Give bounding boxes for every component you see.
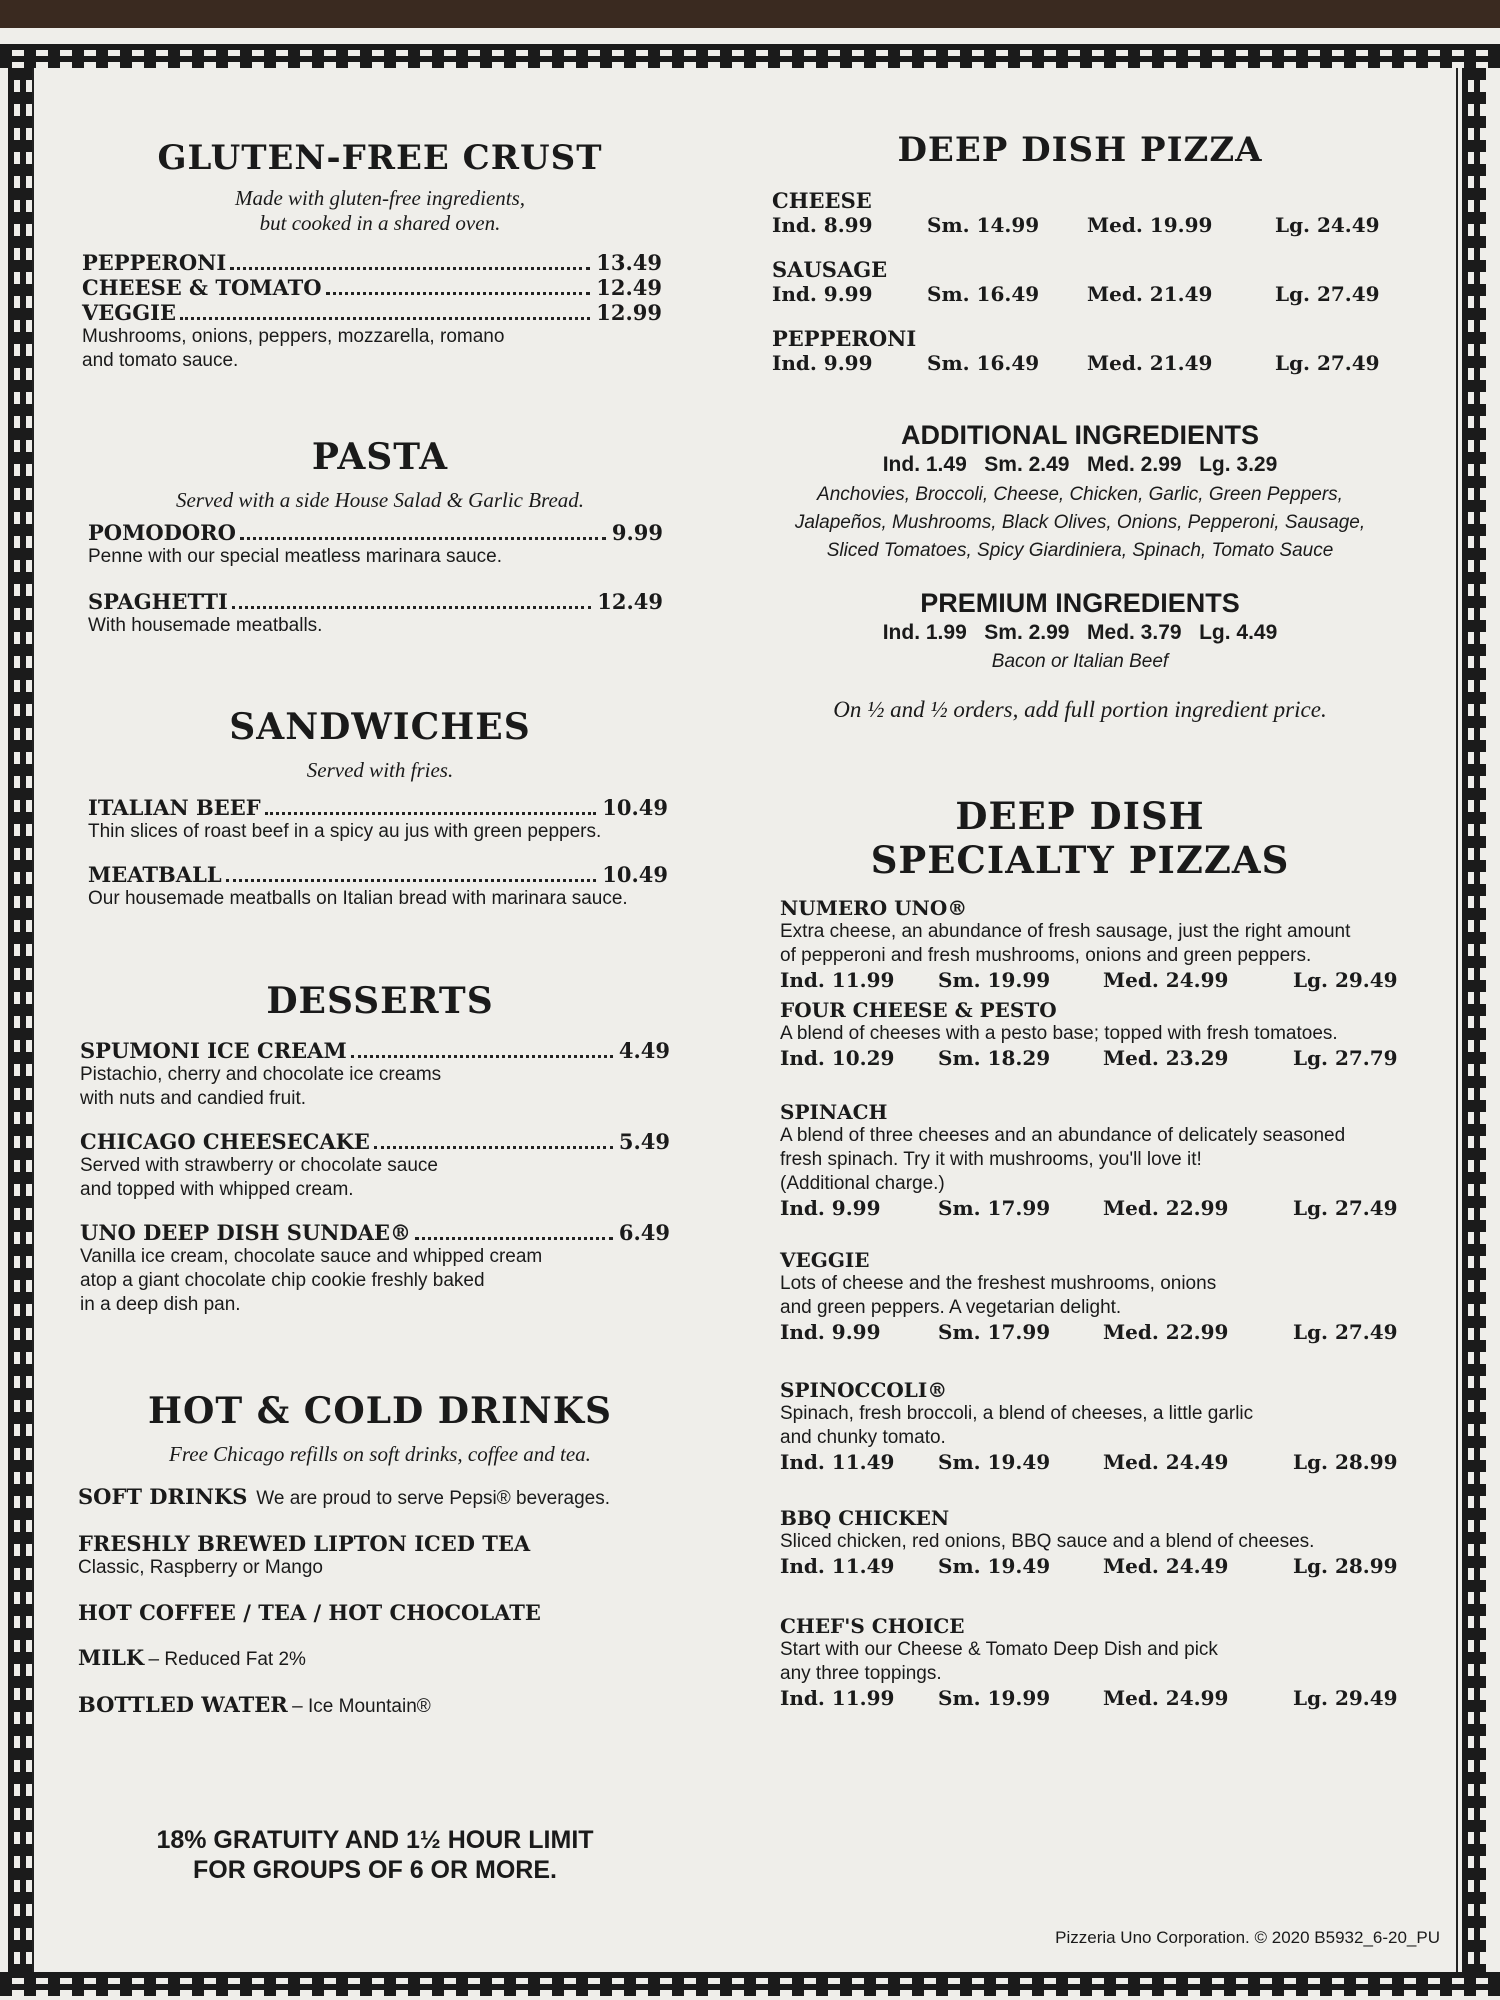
menu-item <box>80 1220 670 1245</box>
price-lg: Lg. 29.49 <box>1293 1686 1398 1710</box>
price-lg: Lg. 27.49 <box>1293 1320 1398 1344</box>
price-ind: Ind. 1.99 <box>882 621 967 644</box>
item-name: CHEESE <box>772 188 872 213</box>
pasta-section <box>70 436 690 513</box>
item-name: CHEF'S CHOICE <box>780 1614 965 1638</box>
item-name: SOFT DRINKS <box>78 1484 248 1509</box>
item-name: SPINACH <box>780 1100 888 1124</box>
price-med: Med. 3.79 <box>1087 621 1182 644</box>
ingredient-line: Jalapeños, Mushrooms, Black Olives, Onions, Pepperoni, Sausage, <box>794 512 1366 533</box>
price-lg: Lg. 27.49 <box>1293 1196 1398 1220</box>
gratuity-line: FOR GROUPS OF 6 OR MORE. <box>193 1856 557 1884</box>
price-sm: Sm. 17.99 <box>938 1320 1051 1344</box>
item-description: atop a giant chocolate chip cookie freshly baked <box>80 1270 485 1291</box>
section-title: PASTA <box>311 436 449 478</box>
price-sm: Sm. 17.99 <box>938 1196 1051 1220</box>
price-med: Med. 24.49 <box>1103 1450 1229 1474</box>
checker-border-left <box>8 68 32 1972</box>
price-sm: Sm. 18.29 <box>938 1046 1051 1070</box>
item-description: Start with our Cheese & Tomato Deep Dish and pick <box>780 1639 1218 1660</box>
item-description: fresh spinach. Try it with mushrooms, you'll love it! <box>780 1149 1202 1170</box>
item-description: Extra cheese, an abundance of fresh sausage, just the right amount <box>780 921 1351 942</box>
price-lg: Lg. 24.49 <box>1275 213 1380 237</box>
pizza-item <box>780 1506 1420 1614</box>
price-lg: Lg. 27.49 <box>1275 282 1380 306</box>
desserts-items <box>80 1038 670 1317</box>
section-subtitle: Made with gluten-free ingredients, <box>234 186 526 210</box>
item-price: 12.49 <box>597 589 663 614</box>
item-description: and chunky tomato. <box>780 1427 946 1448</box>
pizza-item <box>772 257 1392 306</box>
pizza-item <box>780 1378 1420 1506</box>
size-prices <box>780 1450 1420 1474</box>
item-description: and topped with whipped cream. <box>80 1179 354 1200</box>
price-sm: Sm. 2.99 <box>984 621 1070 644</box>
price-med: Med. 23.29 <box>1103 1046 1229 1070</box>
price-lg: Lg. 27.49 <box>1275 351 1380 375</box>
item-description: Lots of cheese and the freshest mushrooms, onions <box>780 1273 1217 1294</box>
price-sm: Sm. 16.49 <box>927 351 1040 375</box>
price-lg: Lg. 27.79 <box>1293 1046 1398 1070</box>
size-prices <box>780 968 1420 992</box>
item-description: Spinach, fresh broccoli, a blend of cheeses, a little garlic <box>780 1403 1254 1424</box>
price-lg: Lg. 3.29 <box>1199 453 1278 476</box>
price-sm: Sm. 19.99 <box>938 1686 1051 1710</box>
section-subtitle: Free Chicago refills on soft drinks, coffee and tea. <box>169 1442 591 1466</box>
price-med: Med. 22.99 <box>1103 1196 1229 1220</box>
item-price: 12.49 <box>596 275 662 300</box>
section-title: DEEP DISH PIZZA <box>897 130 1263 170</box>
item-name: FRESHLY BREWED LIPTON ICED TEA <box>78 1531 531 1556</box>
price-med: Med. 21.49 <box>1087 351 1213 375</box>
item-description: With housemade meatballs. <box>88 615 323 636</box>
gluten-free-items <box>82 250 662 373</box>
price-ind: Ind. 11.49 <box>780 1554 895 1578</box>
pizza-item <box>780 896 1420 998</box>
item-description: of pepperoni and fresh mushrooms, onions and green peppers. <box>780 945 1312 966</box>
size-prices <box>780 1686 1420 1710</box>
copyright-footer: Pizzeria Uno Corporation. © 2020 B5932_6-20_PU <box>1055 1928 1440 1947</box>
item-name: VEGGIE <box>82 300 176 325</box>
price-med: Med. 24.99 <box>1103 968 1229 992</box>
item-name: BBQ CHICKEN <box>780 1506 950 1530</box>
price-sm: Sm. 14.99 <box>927 213 1040 237</box>
item-price: 6.49 <box>618 1220 670 1245</box>
menu-item <box>88 795 668 820</box>
checker-border-top <box>0 44 1500 68</box>
price-sm: Sm. 2.49 <box>984 453 1070 476</box>
item-description: Pistachio, cherry and chocolate ice creams <box>80 1064 442 1085</box>
drink-item <box>78 1484 698 1511</box>
item-description: Our housemade meatballs on Italian bread with marinara sauce. <box>88 888 628 909</box>
pasta-items <box>88 520 663 638</box>
pizza-item <box>780 1100 1420 1248</box>
price-ind: Ind. 9.99 <box>780 1320 881 1344</box>
drinks-items <box>78 1484 698 1719</box>
item-name: SPUMONI ICE CREAM <box>80 1038 347 1063</box>
item-description: and green peppers. A vegetarian delight. <box>780 1297 1122 1318</box>
item-description: Vanilla ice cream, chocolate sauce and whipped cream <box>80 1246 543 1267</box>
drink-item <box>78 1645 698 1672</box>
price-med: Med. 24.49 <box>1103 1554 1229 1578</box>
menu-item <box>88 862 668 887</box>
item-name: SAUSAGE <box>772 257 888 282</box>
menu-item <box>88 520 663 545</box>
drink-item <box>78 1692 698 1719</box>
size-prices <box>780 1196 1420 1220</box>
section-title: SANDWICHES <box>229 706 531 748</box>
item-description: Penne with our special meatless marinara sauce. <box>88 546 502 567</box>
checker-border-bottom <box>0 1972 1500 1996</box>
section-title: GLUTEN-FREE CRUST <box>157 138 603 178</box>
item-price: 12.99 <box>596 300 662 325</box>
item-name: HOT COFFEE / TEA / HOT CHOCOLATE <box>78 1600 541 1625</box>
pizza-item <box>772 188 1392 237</box>
price-lg: Lg. 28.99 <box>1293 1554 1398 1578</box>
item-name: NUMERO UNO® <box>780 896 968 920</box>
item-price: 5.49 <box>618 1129 670 1154</box>
menu-item <box>82 300 662 325</box>
price-ind: Ind. 10.29 <box>780 1046 895 1070</box>
item-description: and tomato sauce. <box>82 350 239 371</box>
item-name: UNO DEEP DISH SUNDAE® <box>80 1220 411 1245</box>
price-med: Med. 22.99 <box>1103 1320 1229 1344</box>
size-prices <box>780 1046 1420 1070</box>
item-description: Classic, Raspberry or Mango <box>78 1557 323 1578</box>
item-description: any three toppings. <box>780 1663 942 1684</box>
item-description: Sliced chicken, red onions, BBQ sauce and a blend of cheeses. <box>780 1531 1315 1552</box>
item-name: FOUR CHEESE & PESTO <box>780 998 1057 1022</box>
item-description: Served with strawberry or chocolate sauce <box>80 1155 438 1176</box>
section-title: ADDITIONAL INGREDIENTS <box>900 420 1259 450</box>
ingredient-list <box>760 481 1400 565</box>
price-ind: Ind. 1.49 <box>882 453 967 476</box>
item-price: 4.49 <box>618 1038 670 1063</box>
half-order-note: On ½ and ½ orders, add full portion ingredient price. <box>833 697 1327 722</box>
item-name: SPINOCCOLI® <box>780 1378 948 1402</box>
ingredient-line: Sliced Tomatoes, Spicy Giardiniera, Spinach, Tomato Sauce <box>826 540 1334 561</box>
price-lg: Lg. 29.49 <box>1293 968 1398 992</box>
section-title: DEEP DISH <box>955 794 1205 838</box>
item-description: A blend of cheeses with a pesto base; topped with fresh tomatoes. <box>780 1023 1338 1044</box>
price-lg: Lg. 4.49 <box>1199 621 1278 644</box>
section-title: PREMIUM INGREDIENTS <box>920 588 1240 618</box>
item-name: CHEESE & TOMATO <box>82 275 322 300</box>
gratuity-notice <box>80 1825 670 1885</box>
gratuity-line: 18% GRATUITY AND 1½ HOUR LIMIT <box>156 1826 594 1854</box>
size-prices <box>760 621 1400 645</box>
item-description: (Additional charge.) <box>780 1173 945 1194</box>
size-prices <box>780 1554 1420 1578</box>
price-ind: Ind. 8.99 <box>772 213 873 237</box>
section-title: HOT & COLD DRINKS <box>148 1390 612 1432</box>
sandwiches-section <box>70 706 690 783</box>
section-subtitle: Served with a side House Salad & Garlic Bread. <box>175 488 585 512</box>
price-lg: Lg. 28.99 <box>1293 1450 1398 1474</box>
price-ind: Ind. 11.49 <box>780 1450 895 1474</box>
additional-ingredients <box>760 420 1400 565</box>
price-ind: Ind. 11.99 <box>780 968 895 992</box>
deep-dish-section <box>760 130 1400 170</box>
gluten-free-section <box>70 138 690 236</box>
item-price: 13.49 <box>596 250 662 275</box>
price-ind: Ind. 11.99 <box>780 1686 895 1710</box>
size-prices <box>760 453 1400 477</box>
item-name: MILK <box>78 1645 145 1670</box>
price-sm: Sm. 19.49 <box>938 1450 1051 1474</box>
price-ind: Ind. 9.99 <box>772 351 873 375</box>
deep-dish-items <box>772 188 1392 375</box>
price-ind: Ind. 9.99 <box>772 282 873 306</box>
size-prices <box>772 351 1392 375</box>
item-price: 10.49 <box>602 795 668 820</box>
item-name: PEPPERONI <box>82 250 227 275</box>
specialty-section <box>760 794 1400 882</box>
menu-item <box>88 589 663 614</box>
checker-border-right <box>1462 68 1486 1972</box>
premium-ingredients <box>760 588 1400 723</box>
price-med: Med. 19.99 <box>1087 213 1213 237</box>
menu-item <box>80 1038 670 1063</box>
item-name: PEPPERONI <box>772 326 917 351</box>
item-name: SPAGHETTI <box>88 589 228 614</box>
menu-item <box>82 250 662 275</box>
item-description: – Ice Mountain® <box>292 1696 431 1717</box>
size-prices <box>780 1320 1420 1344</box>
section-subtitle: Served with fries. <box>306 758 454 782</box>
item-name: VEGGIE <box>780 1248 870 1272</box>
ingredient-line: Anchovies, Broccoli, Cheese, Chicken, Garlic, Green Peppers, <box>817 484 1343 505</box>
section-title: DESSERTS <box>266 980 494 1022</box>
sandwiches-items <box>88 795 668 911</box>
pizza-item <box>780 998 1420 1100</box>
item-name: CHICAGO CHEESECAKE <box>80 1129 370 1154</box>
ingredient-list: Bacon or Italian Beef <box>991 651 1169 672</box>
price-sm: Sm. 16.49 <box>927 282 1040 306</box>
section-title: SPECIALTY PIZZAS <box>870 838 1290 882</box>
item-name: MEATBALL <box>88 862 222 887</box>
pizza-item <box>780 1248 1420 1378</box>
item-description: in a deep dish pan. <box>80 1294 241 1315</box>
price-sm: Sm. 19.99 <box>938 968 1051 992</box>
price-ind: Ind. 9.99 <box>780 1196 881 1220</box>
item-description: with nuts and candied fruit. <box>80 1088 307 1109</box>
pizza-item <box>780 1614 1420 1724</box>
item-description: We are proud to serve Pepsi® beverages. <box>256 1488 611 1509</box>
menu-item <box>80 1129 670 1154</box>
price-sm: Sm. 19.49 <box>938 1554 1051 1578</box>
item-name: ITALIAN BEEF <box>88 795 261 820</box>
drinks-section <box>70 1390 690 1467</box>
pizza-item <box>772 326 1392 375</box>
item-price: 9.99 <box>611 520 663 545</box>
price-med: Med. 21.49 <box>1087 282 1213 306</box>
price-med: Med. 24.99 <box>1103 1686 1229 1710</box>
size-prices <box>772 282 1392 306</box>
item-price: 10.49 <box>602 862 668 887</box>
menu-item <box>82 275 662 300</box>
section-subtitle: but cooked in a shared oven. <box>259 211 501 235</box>
price-med: Med. 2.99 <box>1087 453 1182 476</box>
desserts-section <box>70 980 690 1022</box>
item-description: Mushrooms, onions, peppers, mozzarella, romano <box>82 326 505 347</box>
item-description: – Reduced Fat 2% <box>148 1649 306 1670</box>
item-description: A blend of three cheeses and an abundance of delicately seasoned <box>780 1125 1346 1146</box>
item-name: POMODORO <box>88 520 236 545</box>
size-prices <box>772 213 1392 237</box>
specialty-items <box>780 896 1420 1724</box>
item-name: BOTTLED WATER <box>78 1692 288 1717</box>
item-description: Thin slices of roast beef in a spicy au jus with green peppers. <box>88 821 602 842</box>
